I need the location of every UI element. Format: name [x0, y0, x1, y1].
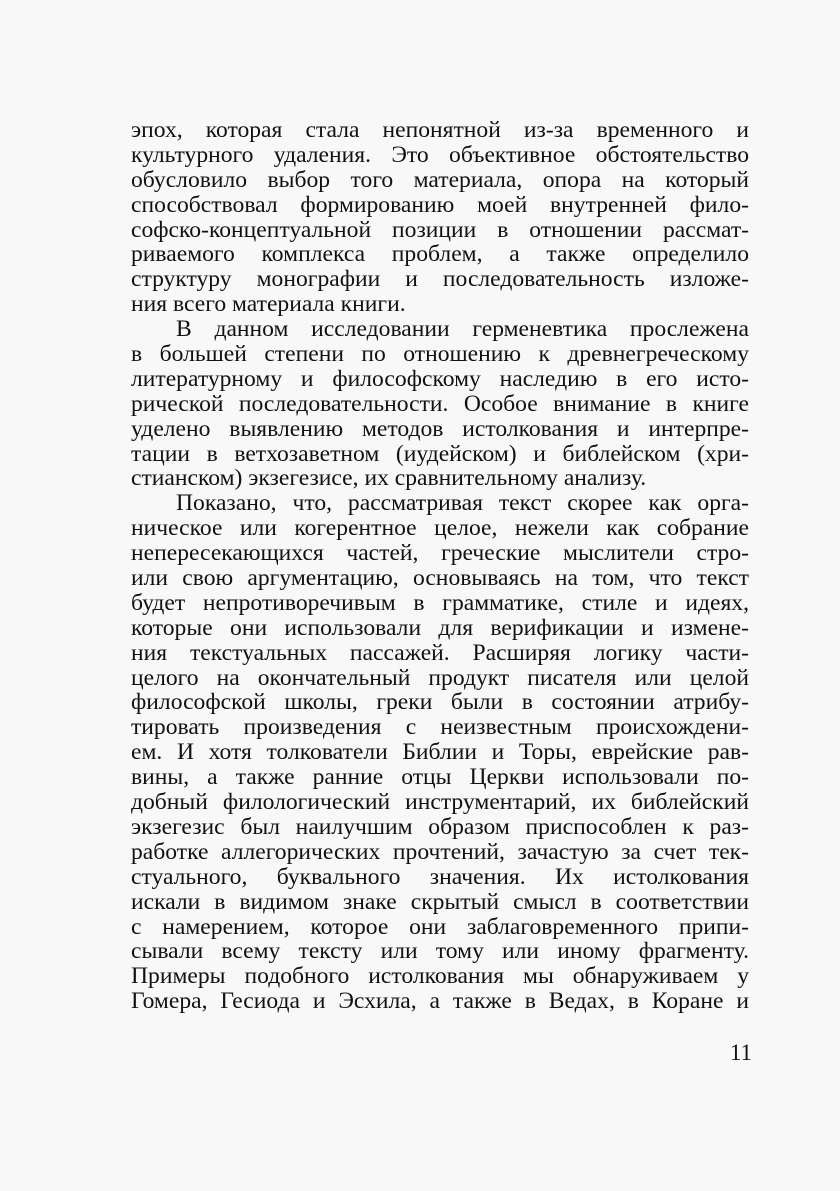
text-line: экзегезис был наилучшим образом приспособлен к раз-: [131, 813, 749, 840]
paragraph: [131, 118, 749, 317]
text-line: искали в видимом знаке скрытый смысл в соответствии: [131, 888, 749, 915]
text-line: риваемого комплекса проблем, а также определило: [131, 241, 749, 268]
text-line: ем. И хотя толкователи Библии и Торы, еврейские рав-: [131, 739, 749, 766]
text-line: способствовал формированию моей внутренней фило-: [131, 191, 749, 218]
text-line: культурного удаления. Это объективное обстоятельство: [131, 141, 749, 168]
text-line: сывали всему тексту или тому или иному фрагменту.: [131, 938, 749, 965]
text-line: добный филологический инструментарий, их библейский: [131, 789, 749, 816]
text-line: софско-концептуальной позиции в отношении рассмат-: [131, 216, 749, 243]
text-line: В данном исследовании герменевтика прослежена: [176, 316, 749, 343]
text-line: стуального, буквального значения. Их истолкования: [131, 863, 749, 890]
text-line: Примеры подобного истолкования мы обнаруживаем у: [131, 963, 749, 990]
text-line: которые они использовали для верификации и измене-: [131, 614, 749, 641]
paragraph: [131, 491, 749, 1014]
text-line: уделено выявлению методов истолкования и интерпре-: [131, 415, 749, 442]
text-line: тации в ветхозаветном (иудейском) и библейском (хри-: [131, 440, 749, 467]
text-line: с намерением, которое они заблаговременного припи-: [131, 913, 749, 940]
body-text: [131, 118, 749, 1014]
text-line: или свою аргументацию, основываясь на том, что текст: [131, 565, 749, 592]
text-line: Гомера, Гесиода и Эсхила, а также в Ведах, в Коране и: [131, 988, 749, 1015]
text-line: литературному и философскому наследию в его исто-: [131, 365, 749, 392]
text-line: эпох, которая стала непонятной из-за временного и: [131, 117, 749, 143]
text-line: в большей степени по отношению к древнегреческому: [131, 341, 749, 368]
text-line: будет непротиворечивым в грамматике, стиле и идеях,: [131, 589, 749, 616]
text-line: Показано, что, рассматривая текст скорее как орга-: [176, 490, 749, 517]
text-line: стианском) экзегезисе, их сравнительному анализу.: [131, 465, 647, 492]
text-line: структуру монографии и последовательность изложе-: [131, 266, 749, 293]
text-line: рической последовательности. Особое внимание в книге: [131, 390, 749, 417]
paragraph: [131, 317, 749, 491]
text-line: ния всего материала книги.: [131, 291, 406, 318]
text-line: ния текстуальных пассажей. Расширяя логику части-: [131, 639, 749, 666]
page-number: 11: [729, 1040, 752, 1065]
text-line: тировать произведения с неизвестным происхождени-: [131, 714, 749, 741]
text-line: обусловило выбор того материала, опора на который: [131, 166, 749, 193]
text-line: философской школы, греки были в состоянии атрибу-: [131, 689, 749, 716]
text-line: вины, а также ранние отцы Церкви использовали по-: [131, 764, 749, 791]
text-line: работке аллегорических прочтений, зачастую за счет тек-: [131, 838, 749, 865]
text-line: непересекающихся частей, греческие мыслители стро-: [131, 540, 749, 567]
text-line: целого на окончательный продукт писателя или целой: [131, 664, 749, 691]
text-line: ническое или когерентное целое, нежели как собрание: [131, 515, 749, 542]
